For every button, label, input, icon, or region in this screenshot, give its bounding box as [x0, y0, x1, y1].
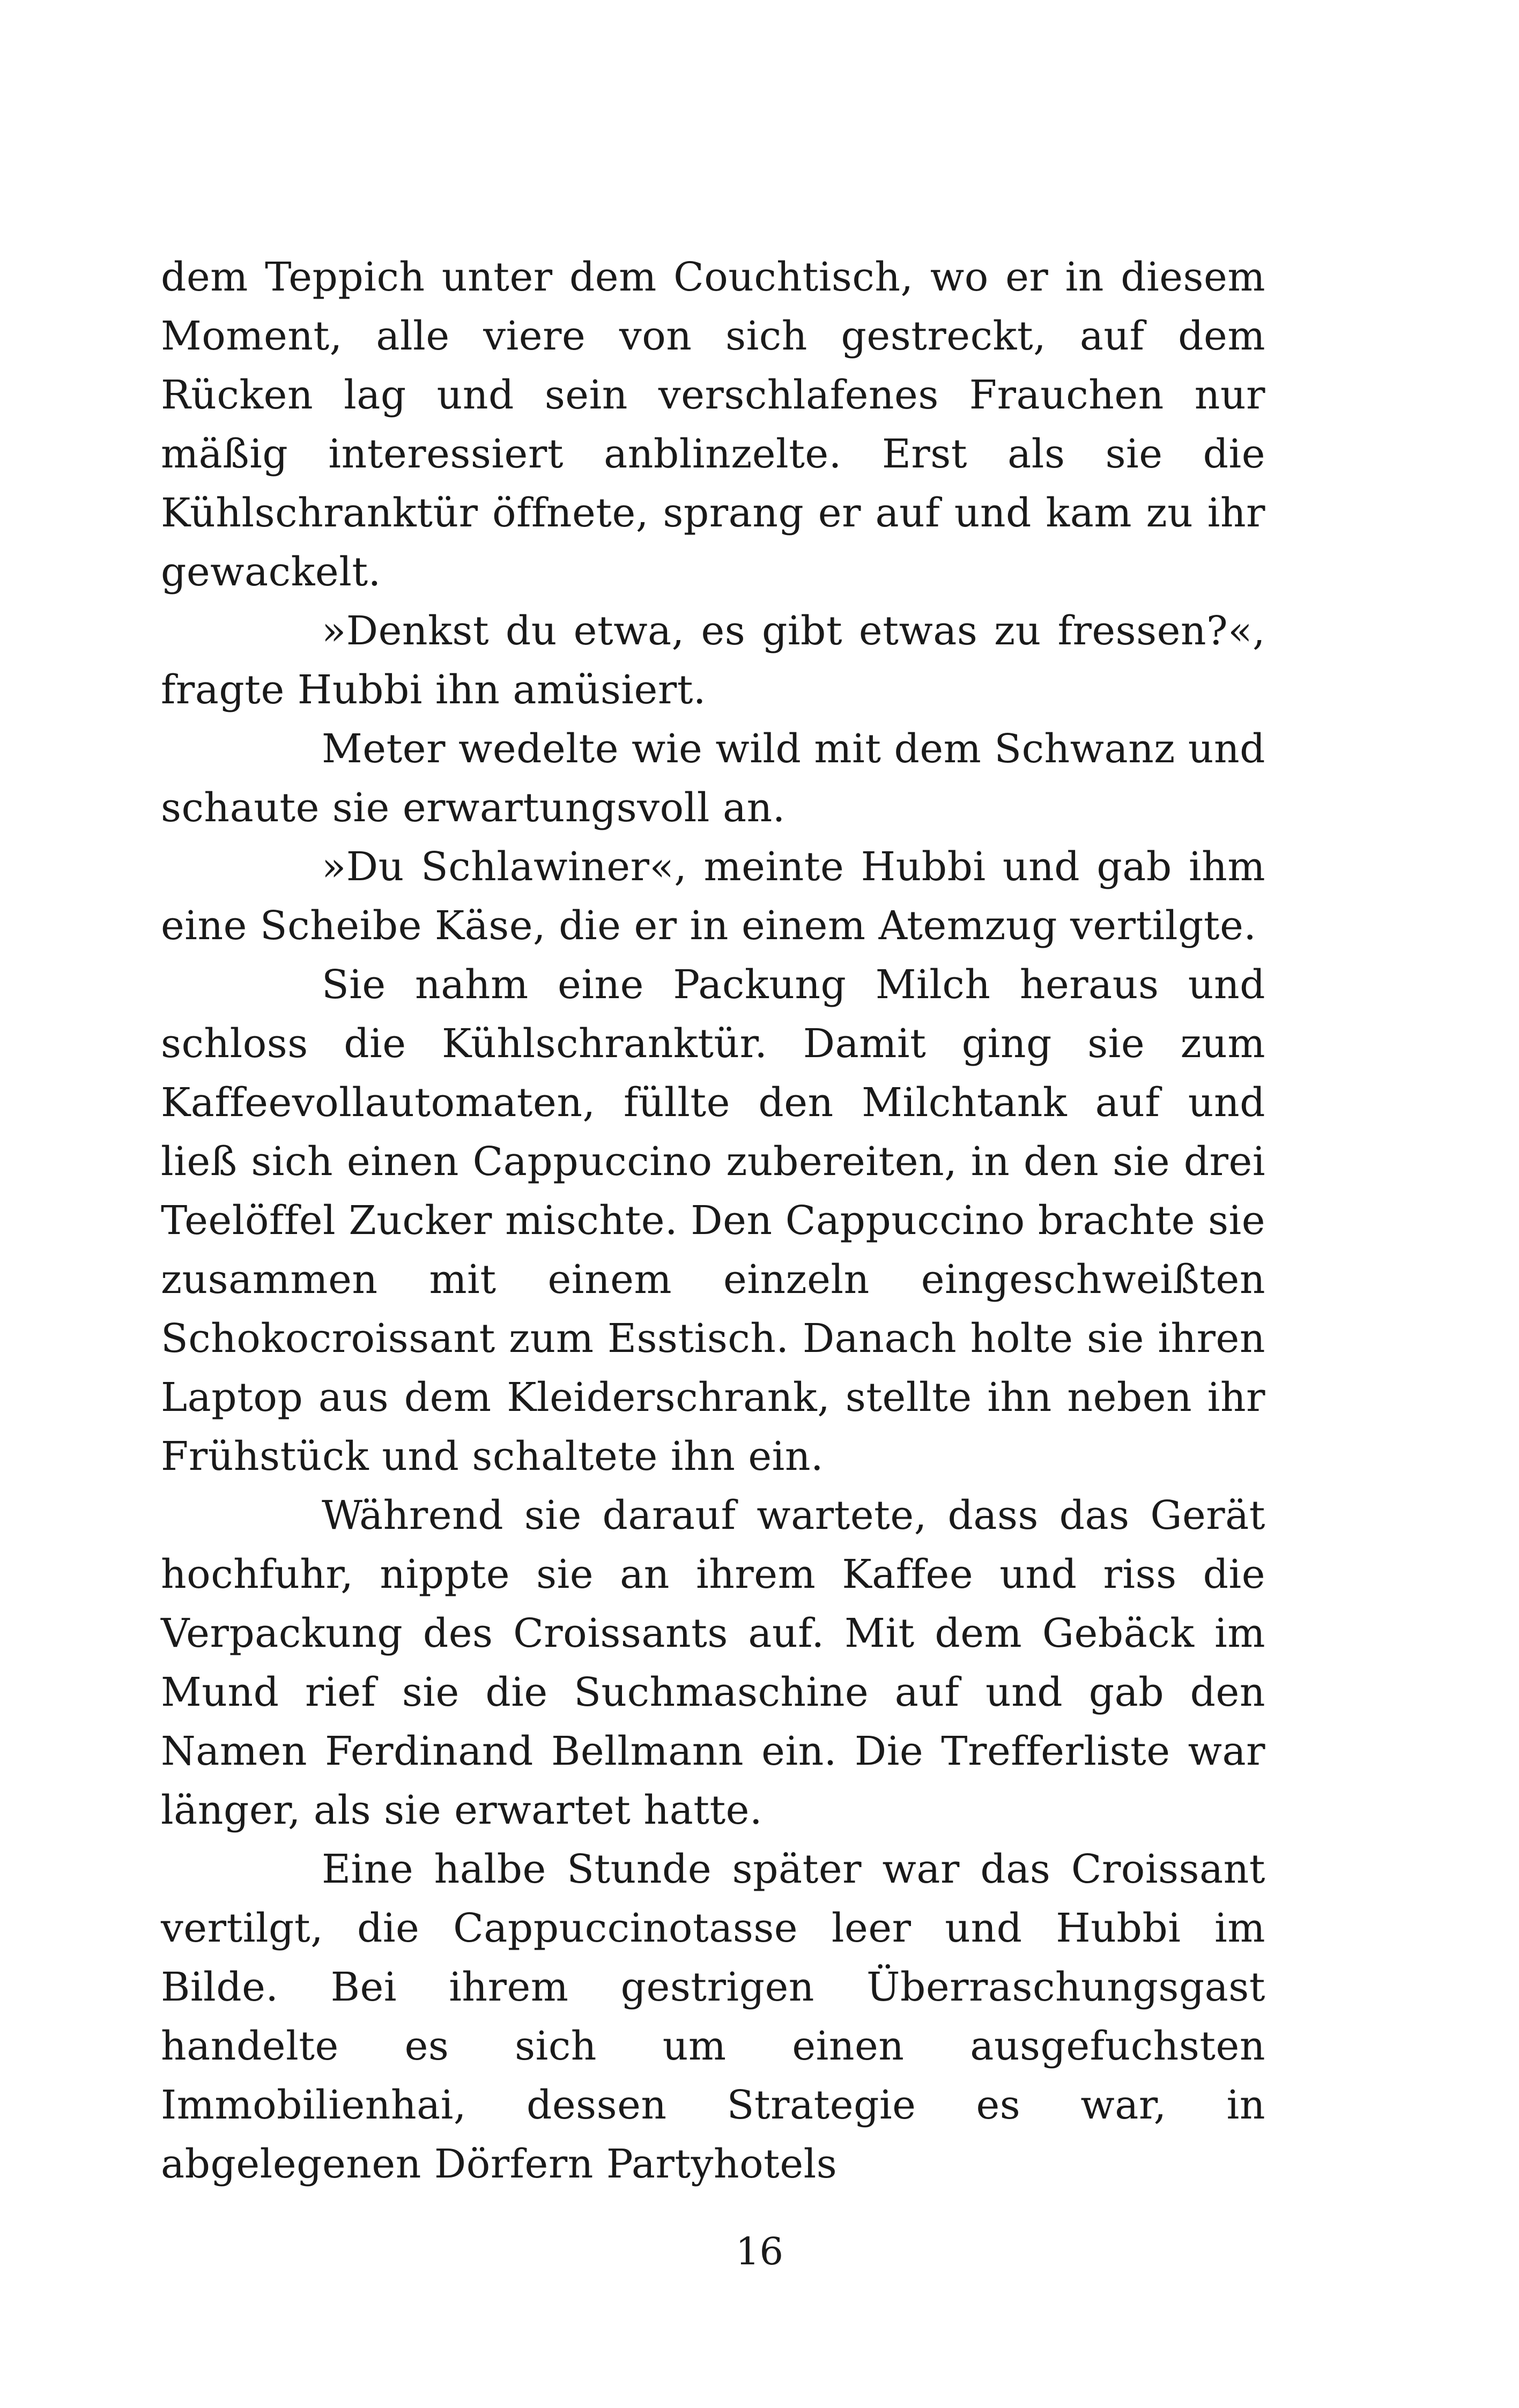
paragraph-2: »Denkst du etwa, es gibt etwas zu fressen?«, fragte Hubbi ihn amüsiert.: [161, 608, 1265, 713]
paragraph-1: dem Teppich unter dem Couchtisch, wo er in diesem Moment, alle viere von sich gestreckt, auf dem Rücken lag und sein verschlafenes Frauchen nur mäßig interessiert anblinzelte. Erst als sie die Kühlschranktür öffnete, sprang er auf und kam zu ihr gewackelt.: [161, 254, 1265, 595]
paragraph-7: Eine halbe Stunde später war das Croissant vertilgt, die Cappuccinotasse leer und Hubbi im Bilde. Bei ihrem gestrigen Überraschungsgast handelte es sich um einen ausgefuchsten Immobilienhai, dessen Strategie es war, in abgelegenen Dörfern Partyhotels: [161, 1846, 1265, 2187]
paragraph-4: »Du Schlawiner«, meinte Hubbi und gab ihm eine Scheibe Käse, die er in einem Atemzug vertilgte.: [161, 844, 1265, 949]
paragraph-5: Sie nahm eine Packung Milch heraus und schloss die Kühlschranktür. Damit ging sie zum Kaffeevollautomaten, füllte den Milchtank auf und ließ sich einen Cappuccino zubereiten, in den sie drei Teelöffel Zucker mischte. Den Cappuccino brachte sie zusammen mit einem einzeln eingeschweißten Schokocroissant zum Esstisch. Danach holte sie ihren Laptop aus dem Kleiderschrank, stellte ihn neben ihr Frühstück und schaltete ihn ein.: [161, 962, 1265, 1480]
body-text: [161, 248, 1265, 2194]
paragraph-6: Während sie darauf wartete, dass das Gerät hochfuhr, nippte sie an ihrem Kaffee und riss die Verpackung des Croissants auf. Mit dem Gebäck im Mund rief sie die Suchmaschine auf und gab den Namen Ferdinand Bellmann ein. Die Trefferliste war länger, als sie erwartet hatte.: [161, 1492, 1265, 1833]
page-number: 16: [735, 2229, 784, 2273]
paragraph-3: Meter wedelte wie wild mit dem Schwanz und schaute sie erwartungsvoll an.: [161, 726, 1265, 831]
